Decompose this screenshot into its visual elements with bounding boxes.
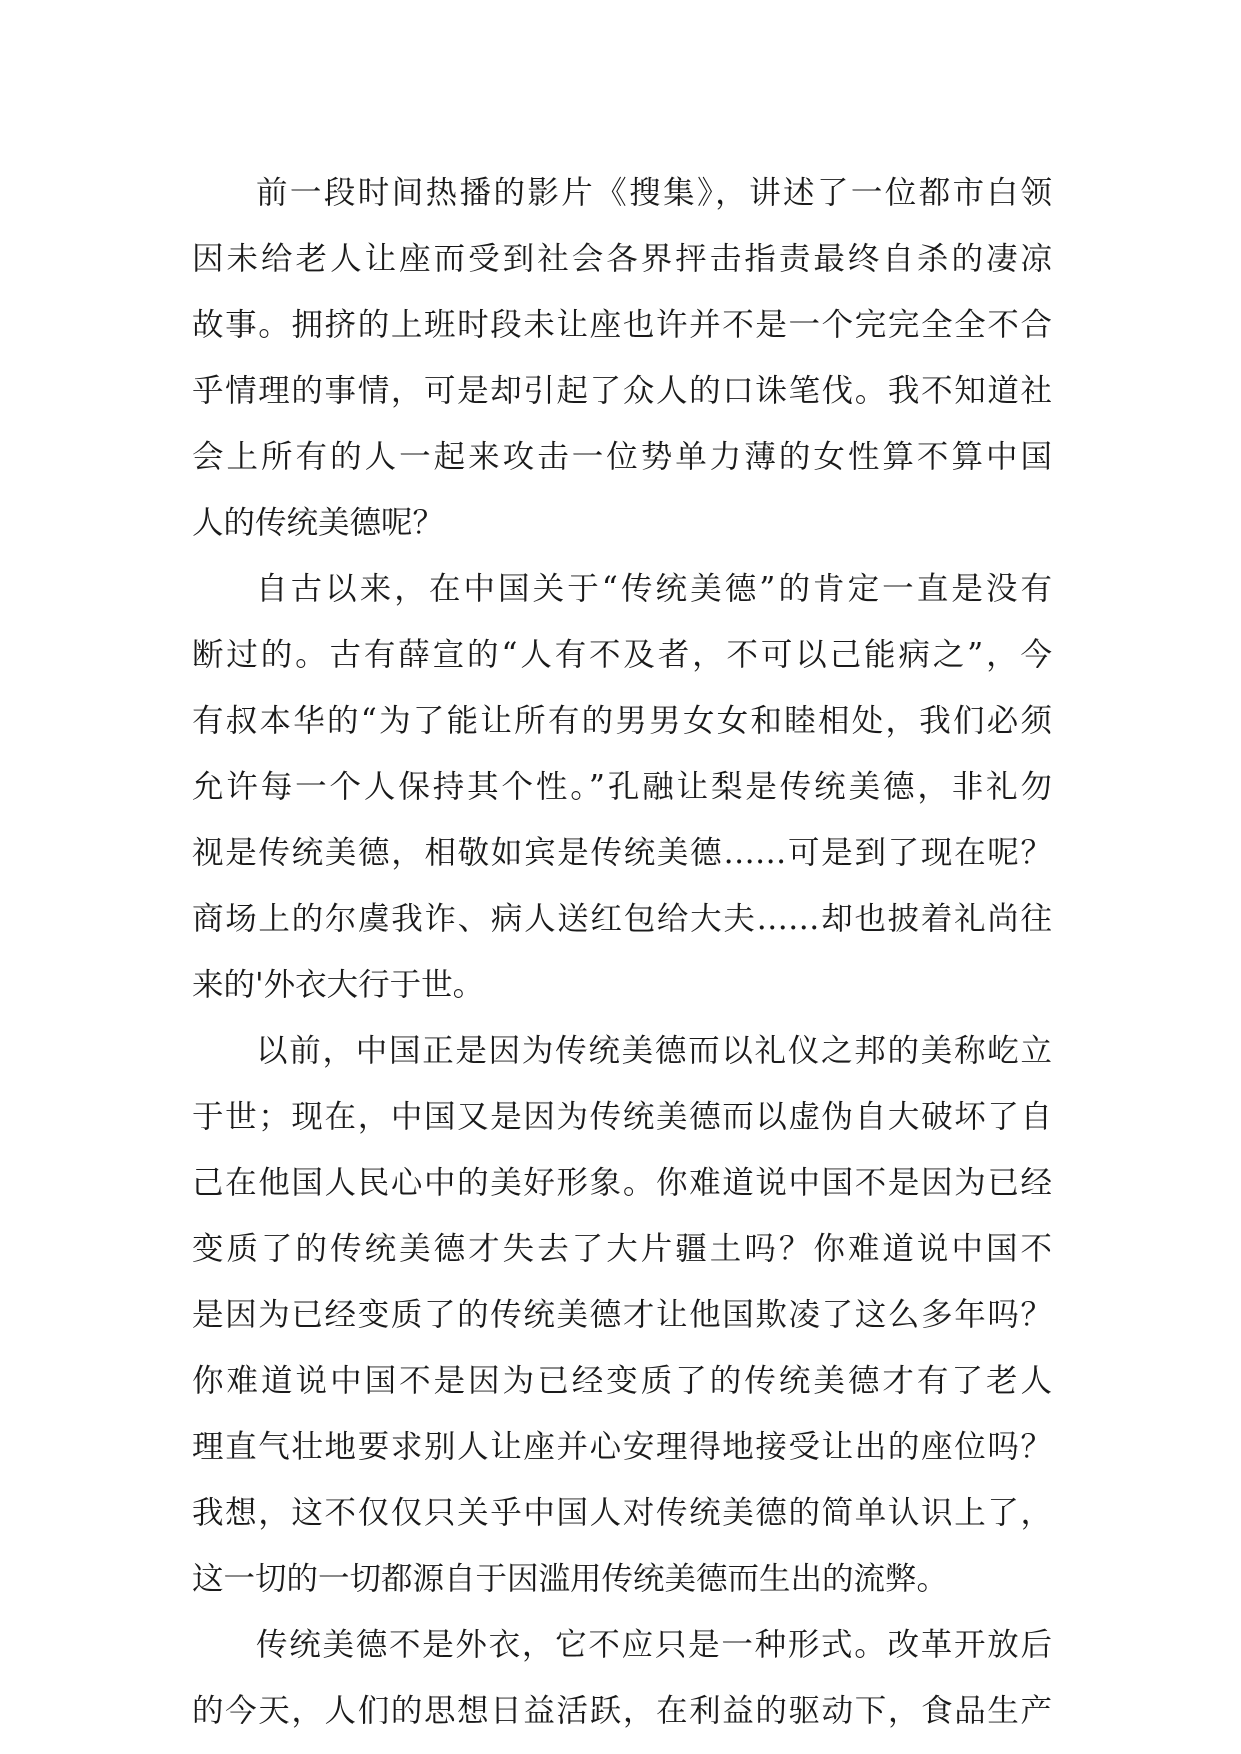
text-line: 理直气壮地要求别人让座并心安理得地接受让出的座位吗？ xyxy=(192,1429,1052,1465)
text-line: 你难道说中国不是因为已经变质了的传统美德才有了老人 xyxy=(192,1363,1052,1399)
text-line: 前一段时间热播的影片《搜集》，讲述了一位都市白领 xyxy=(256,175,1052,211)
text-line: 这一切的一切都源自于因滥用传统美德而生出的流弊。 xyxy=(192,1561,949,1597)
paragraph-1 xyxy=(192,160,1052,556)
text-line: 的今天，人们的思想日益活跃，在利益的驱动下，食品生产 xyxy=(192,1693,1052,1729)
text-line: 己在他国人民心中的美好形象。你难道说中国不是因为已经 xyxy=(192,1165,1052,1201)
paragraph-3 xyxy=(192,1018,1052,1612)
paragraph-2 xyxy=(192,556,1052,1018)
text-line: 来的'外衣大行于世。 xyxy=(192,967,485,1003)
text-line: 变质了的传统美德才失去了大片疆土吗？你难道说中国不 xyxy=(192,1231,1052,1267)
text-line: 商场上的尔虞我诈、病人送红包给大夫……却也披着礼尚往 xyxy=(192,901,1052,937)
text-line: 因未给老人让座而受到社会各界抨击指责最终自杀的凄凉 xyxy=(192,241,1052,277)
text-line: 视是传统美德，相敬如宾是传统美德……可是到了现在呢？ xyxy=(192,835,1052,871)
text-line: 乎情理的事情，可是却引起了众人的口诛笔伐。我不知道社 xyxy=(192,373,1052,409)
text-line: 传统美德不是外衣，它不应只是一种形式。改革开放后 xyxy=(256,1627,1052,1663)
text-line: 以前，中国正是因为传统美德而以礼仪之邦的美称屹立 xyxy=(256,1033,1052,1069)
text-line: 断过的。古有薛宣的“人有不及者，不可以己能病之”，今 xyxy=(192,637,1052,673)
text-line: 我想，这不仅仅只关乎中国人对传统美德的简单认识上了， xyxy=(192,1495,1052,1531)
text-line: 故事。拥挤的上班时段未让座也许并不是一个完完全全不合 xyxy=(192,307,1052,343)
text-line: 是因为已经变质了的传统美德才让他国欺凌了这么多年吗？ xyxy=(192,1297,1052,1333)
text-line: 自古以来，在中国关于“传统美德”的肯定一直是没有 xyxy=(256,571,1052,607)
text-line: 允许每一个人保持其个性。”孔融让梨是传统美德，非礼勿 xyxy=(192,769,1052,805)
text-line: 于世；现在，中国又是因为传统美德而以虚伪自大破坏了自 xyxy=(192,1099,1052,1135)
text-line: 人的传统美德呢？ xyxy=(192,505,445,541)
text-line: 有叔本华的“为了能让所有的男男女女和睦相处，我们必须 xyxy=(192,703,1052,739)
essay-body xyxy=(192,160,1052,1744)
paragraph-4 xyxy=(192,1612,1052,1744)
text-line: 会上所有的人一起来攻击一位势单力薄的女性算不算中国 xyxy=(192,439,1052,475)
